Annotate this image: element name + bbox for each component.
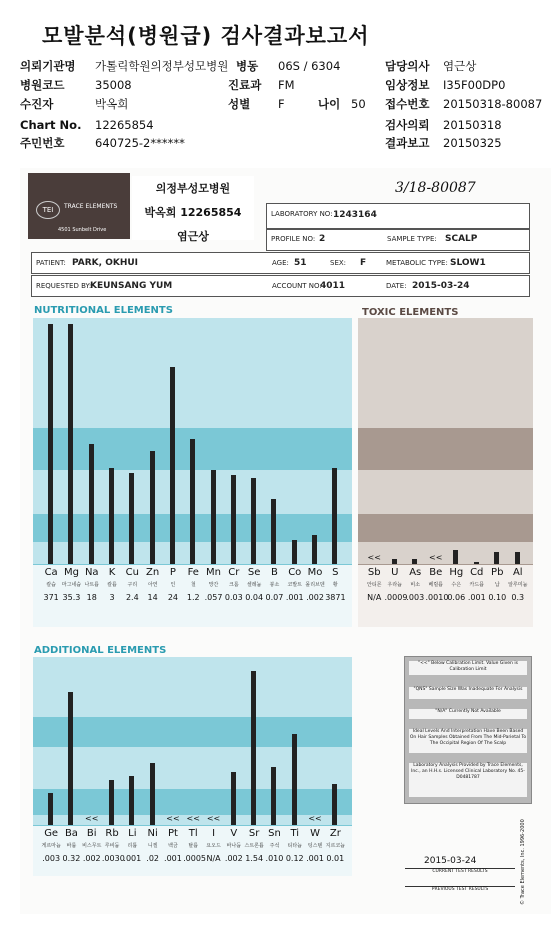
- bar-li: [129, 776, 134, 825]
- bar-s: [332, 468, 337, 564]
- bar-mg: [68, 324, 73, 564]
- metab-value: SLOW1: [450, 258, 486, 268]
- kor-mn: 망간: [208, 582, 219, 588]
- value-fe: 1.2: [186, 593, 200, 602]
- kor-se: 셀레늄: [246, 582, 262, 588]
- bar-pb: [494, 552, 499, 564]
- inst-value: 가톨릭학원의정부성모병원: [95, 59, 229, 73]
- value-sr: 1.54: [245, 854, 264, 863]
- kor-u: 우라늄: [387, 582, 402, 588]
- bar-sn: [271, 767, 276, 825]
- symbol-ge: Ge: [44, 828, 59, 839]
- symbol-v: V: [230, 828, 238, 839]
- bar-hg: [453, 550, 458, 564]
- add-reference-band: [33, 717, 352, 747]
- symbol-al: Al: [512, 567, 523, 578]
- nutritional-chart: [33, 318, 352, 564]
- kor-al: 알루미늄: [508, 582, 528, 588]
- rep-value: 20150325: [443, 136, 502, 150]
- kor-be: 베릴륨: [428, 582, 443, 588]
- value-sb: N/A: [367, 593, 382, 602]
- symbol-p: P: [169, 567, 176, 578]
- chart-value: 12265854: [95, 118, 154, 132]
- symbol-pt: Pt: [167, 828, 178, 839]
- below-limit-sb: <<: [367, 553, 381, 562]
- page-title: 모발분석(병원급) 검사결과보고서: [42, 24, 370, 48]
- bar-mo: [312, 535, 317, 564]
- value-ti: 0.12: [285, 854, 304, 863]
- kor-na: 나트륨: [84, 582, 99, 588]
- value-na: 18: [86, 593, 97, 602]
- kor-pt: 백금: [168, 843, 178, 849]
- kor-sn: 주석: [269, 843, 280, 849]
- legend-panel: [404, 656, 532, 804]
- kor-ni: 니켈: [147, 843, 158, 849]
- value-ni: .02: [146, 854, 160, 863]
- clin-label: 임상정보: [385, 78, 430, 92]
- kor-hg: 수은: [451, 582, 462, 588]
- kor-sb: 안티몬: [367, 582, 382, 588]
- symbol-mg: Mg: [63, 567, 79, 578]
- form-patient-value: PARK, OKHUI: [72, 258, 139, 268]
- symbol-sn: Sn: [268, 828, 281, 839]
- company-address: 4501 Sunbelt Drive: [58, 227, 107, 233]
- symbol-hg: Hg: [449, 567, 464, 578]
- value-as: .003: [406, 593, 425, 602]
- value-cr: 0.03: [224, 593, 243, 602]
- bar-co: [292, 540, 297, 564]
- kor-bi: 비스무트: [82, 843, 102, 849]
- hcode-label: 병원코드: [20, 78, 65, 92]
- value-bi: .002: [82, 854, 101, 863]
- value-zr: 0.01: [326, 854, 345, 863]
- value-se: 0.04: [245, 593, 264, 602]
- symbol-se: Se: [247, 567, 261, 578]
- below-limit-i: <<: [206, 814, 221, 823]
- value-cd: .001: [467, 593, 486, 602]
- patient-value: 박옥희: [95, 97, 129, 111]
- req-label: 검사의뢰: [385, 118, 430, 132]
- kor-ca: 칼슘: [46, 582, 56, 588]
- additional-chart: [33, 657, 352, 825]
- kor-fe: 철: [190, 582, 196, 588]
- kor-ba: 바륨: [66, 843, 77, 849]
- symbol-tl: Tl: [188, 828, 198, 839]
- symbol-ni: Ni: [147, 828, 158, 839]
- value-mg: 35.3: [62, 593, 81, 602]
- kor-mo: 몰리브덴: [305, 582, 325, 588]
- symbol-mn: Mn: [206, 567, 222, 578]
- kor-w: 텅스텐: [307, 843, 323, 849]
- hcode-value: 35008: [95, 78, 132, 92]
- value-p: 24: [167, 593, 179, 602]
- symbol-rb: Rb: [105, 828, 119, 839]
- bar-na: [89, 444, 94, 564]
- bar-p: [170, 367, 175, 564]
- symbol-cr: Cr: [228, 567, 240, 578]
- value-ca: 371: [43, 593, 59, 602]
- symbol-cd: Cd: [470, 567, 484, 578]
- symbol-u: U: [391, 567, 399, 578]
- bar-ni: [150, 763, 155, 825]
- kor-sr: 스트론튬: [244, 843, 264, 849]
- date-value: 2015-03-24: [412, 281, 470, 291]
- symbol-ba: Ba: [64, 828, 78, 839]
- bar-fe: [190, 439, 195, 564]
- value-ba: 0.32: [62, 854, 81, 863]
- bar-ti: [292, 734, 297, 825]
- kor-zn: 아연: [147, 582, 158, 588]
- symbol-pb: Pb: [491, 567, 504, 578]
- symbol-k: K: [108, 567, 116, 578]
- kor-k: 칼륨: [107, 582, 117, 588]
- below-limit-tl: <<: [186, 814, 200, 823]
- toxic-chart: [358, 318, 533, 564]
- age-label: 나이: [318, 97, 341, 111]
- value-w: .001: [306, 854, 324, 863]
- symbol-as: As: [409, 567, 422, 578]
- doctor-label: 담당의사: [385, 59, 430, 73]
- additional-table: [33, 825, 352, 876]
- rrn-label: 주민번호: [20, 136, 65, 150]
- kor-zr: 지르코늄: [325, 843, 345, 849]
- inst-label: 의뢰기관명: [20, 59, 76, 73]
- value-k: 3: [109, 593, 115, 602]
- bar-sr: [251, 671, 256, 825]
- nutritional-table: [33, 564, 352, 627]
- symbol-ca: Ca: [44, 567, 58, 578]
- symbol-sr: Sr: [248, 828, 260, 839]
- kor-v: 바나듐: [226, 843, 242, 849]
- symbol-cu: Cu: [125, 567, 139, 578]
- value-tl: .0005: [183, 854, 206, 863]
- kor-ge: 게르마늄: [41, 843, 61, 849]
- kor-cu: 구리: [127, 582, 138, 588]
- bar-k: [109, 468, 114, 564]
- value-pt: .001: [164, 854, 182, 863]
- ward-label: 병동: [236, 59, 259, 73]
- symbol-be: Be: [429, 567, 443, 578]
- symbol-i: I: [212, 828, 216, 839]
- sex-value: F: [278, 97, 285, 111]
- tox-reference-band: [358, 428, 533, 470]
- below-limit-bi: <<: [85, 814, 99, 823]
- nutritional-title: NUTRITIONAL ELEMENTS: [34, 305, 173, 316]
- value-al: 0.3: [511, 593, 525, 602]
- kor-s: 황: [332, 582, 338, 588]
- form-sex-value: F: [360, 258, 367, 268]
- footer-current: CURRENT TEST RESULTS: [405, 868, 515, 874]
- kor-as: 비소: [410, 582, 421, 588]
- requested-box: REQUESTED BY: KEUNSANG YUM ACCOUNT NO: 4011 DATE: 2015-03-24: [31, 275, 530, 297]
- age-value: 50: [351, 97, 366, 111]
- kor-i: 요오드: [206, 843, 221, 849]
- kor-b: 붕소: [269, 582, 280, 588]
- symbol-zn: Zn: [146, 567, 160, 578]
- bar-zn: [150, 451, 155, 564]
- bar-b: [271, 499, 276, 564]
- bar-mn: [211, 470, 216, 564]
- legend-item-qns: "QNS" Sample Size Was Inadequate For Analysis: [409, 687, 527, 699]
- kor-ti: 티타늄: [287, 843, 302, 849]
- legend-item-ideal-levels: Ideal Levels And Interpretation Have Been Based On Hair Samples Obtained From The Mid-Parietal To The Occipital Region Of The Scalp: [409, 729, 527, 753]
- value-s: 3871: [325, 593, 346, 602]
- doctor-value: 염근상: [443, 59, 477, 73]
- bar-zr: [332, 784, 337, 825]
- symbol-mo: Mo: [307, 567, 323, 578]
- kor-mg: 마그네슘: [61, 582, 82, 588]
- bar-ge: [48, 793, 53, 825]
- stamp-hospital: 의정부성모병원: [155, 182, 231, 195]
- company-name: TRACE ELEMENTS: [64, 203, 118, 210]
- bar-cu: [129, 473, 134, 564]
- value-ge: .003: [42, 854, 61, 863]
- clin-value: I35F00DP0: [443, 78, 506, 92]
- chart-label: Chart No.: [20, 118, 82, 132]
- value-mo: .002: [306, 593, 324, 602]
- stamp-patient: 박옥희 12265854: [144, 206, 242, 219]
- kor-rb: 루비듐: [104, 843, 120, 849]
- symbol-sb: Sb: [367, 567, 381, 578]
- rrn-value: 640725-2******: [95, 136, 185, 150]
- symbol-co: Co: [288, 567, 302, 578]
- bar-al: [515, 552, 520, 564]
- add-low-band: [33, 789, 352, 815]
- sample-value: SCALP: [445, 234, 478, 244]
- symbol-b: B: [271, 567, 278, 578]
- legend-item-below-limit: "<<" Below Calibration Limit. Value Given is Calibration Limit: [409, 661, 527, 675]
- symbol-s: S: [332, 567, 339, 578]
- profile-box: PROFILE NO: 2 SAMPLE TYPE: SCALP: [266, 229, 530, 251]
- recv-value: 20150318-80087: [443, 97, 543, 111]
- kor-p: 인: [170, 582, 176, 588]
- sex-label: 성별: [228, 97, 251, 111]
- bar-v: [231, 772, 236, 825]
- bar-ca: [48, 324, 53, 564]
- acct-value: 4011: [320, 281, 346, 291]
- legend-item-na: "N/A" Currently Not Available: [409, 709, 527, 719]
- lab-no-box: LABORATORY NO: 1243164: [266, 203, 530, 229]
- toxic-table: [358, 564, 533, 627]
- kor-cr: 크롬: [229, 582, 239, 588]
- symbol-w: W: [310, 828, 320, 839]
- tox-low-band: [358, 514, 533, 542]
- company-banner: [28, 173, 130, 239]
- patient-label: 수진자: [20, 97, 54, 111]
- legend-item-lab: Laboratory Analysis Provided by Trace Elements, Inc., an H.H.s. Licensed Clinical Laboratory No. 45-D0481787: [409, 763, 527, 797]
- symbol-na: Na: [84, 567, 99, 578]
- symbol-li: Li: [128, 828, 137, 839]
- stamp-doctor: 염근상: [177, 230, 209, 243]
- form-age-value: 51: [294, 258, 307, 268]
- kor-cd: 카드뮴: [469, 582, 484, 588]
- ward-value: 06S / 6304: [278, 59, 341, 73]
- value-li: .001: [123, 854, 142, 863]
- bar-ba: [68, 692, 73, 825]
- footer-previous: PREVIOUS TEST RESULTS: [405, 886, 515, 892]
- kor-co: 코발트: [287, 582, 302, 588]
- dept-value: FM: [278, 78, 295, 92]
- profile-value: 2: [319, 234, 326, 244]
- value-co: .001: [285, 593, 304, 602]
- footer-date: 2015-03-24: [424, 856, 477, 866]
- below-limit-w: <<: [308, 814, 322, 823]
- value-zn: 14: [147, 593, 158, 602]
- req-value: 20150318: [443, 118, 502, 132]
- kor-li: 리튬: [127, 843, 138, 849]
- patient-box: PATIENT: PARK, OKHUI AGE: 51 SEX: F METABOLIC TYPE: SLOW1: [31, 252, 530, 274]
- symbol-ti: Ti: [290, 828, 300, 839]
- value-mn: .057: [204, 593, 223, 602]
- value-be: .0010: [425, 593, 449, 602]
- rep-label: 결과보고: [385, 136, 430, 150]
- value-u: .0009: [384, 593, 408, 602]
- kor-pb: 납: [494, 582, 500, 588]
- value-v: .002: [224, 854, 243, 863]
- value-rb: .0030: [101, 854, 125, 863]
- bar-rb: [109, 780, 114, 825]
- handwritten-note: 3/18-80087: [395, 180, 476, 196]
- value-b: 0.07: [265, 593, 284, 602]
- bar-cr: [231, 475, 236, 564]
- value-hg: 0.06: [447, 593, 466, 602]
- below-limit-pt: <<: [166, 814, 180, 823]
- value-sn: .010: [265, 854, 284, 863]
- kor-tl: 탈륨: [188, 843, 199, 849]
- symbol-bi: Bi: [86, 828, 97, 839]
- below-limit-be: <<: [429, 553, 443, 562]
- recv-label: 접수번호: [385, 97, 430, 111]
- symbol-fe: Fe: [187, 567, 199, 578]
- company-logo-icon: TEI: [36, 201, 60, 219]
- value-pb: 0.10: [488, 593, 507, 602]
- symbol-zr: Zr: [329, 828, 341, 839]
- bar-se: [251, 478, 256, 564]
- lab-no-value: 1243164: [333, 210, 377, 220]
- toxic-title: TOXIC ELEMENTS: [362, 307, 459, 318]
- reqby-value: KEUNSANG YUM: [90, 281, 173, 291]
- additional-title: ADDITIONAL ELEMENTS: [34, 645, 167, 656]
- dept-label: 진료과: [228, 78, 262, 92]
- value-cu: 2.4: [125, 593, 139, 602]
- value-i: N/A: [206, 854, 221, 863]
- hospital-stamp: [132, 176, 254, 243]
- copyright: © Trace Elements, Inc. 1996-2000: [520, 819, 526, 905]
